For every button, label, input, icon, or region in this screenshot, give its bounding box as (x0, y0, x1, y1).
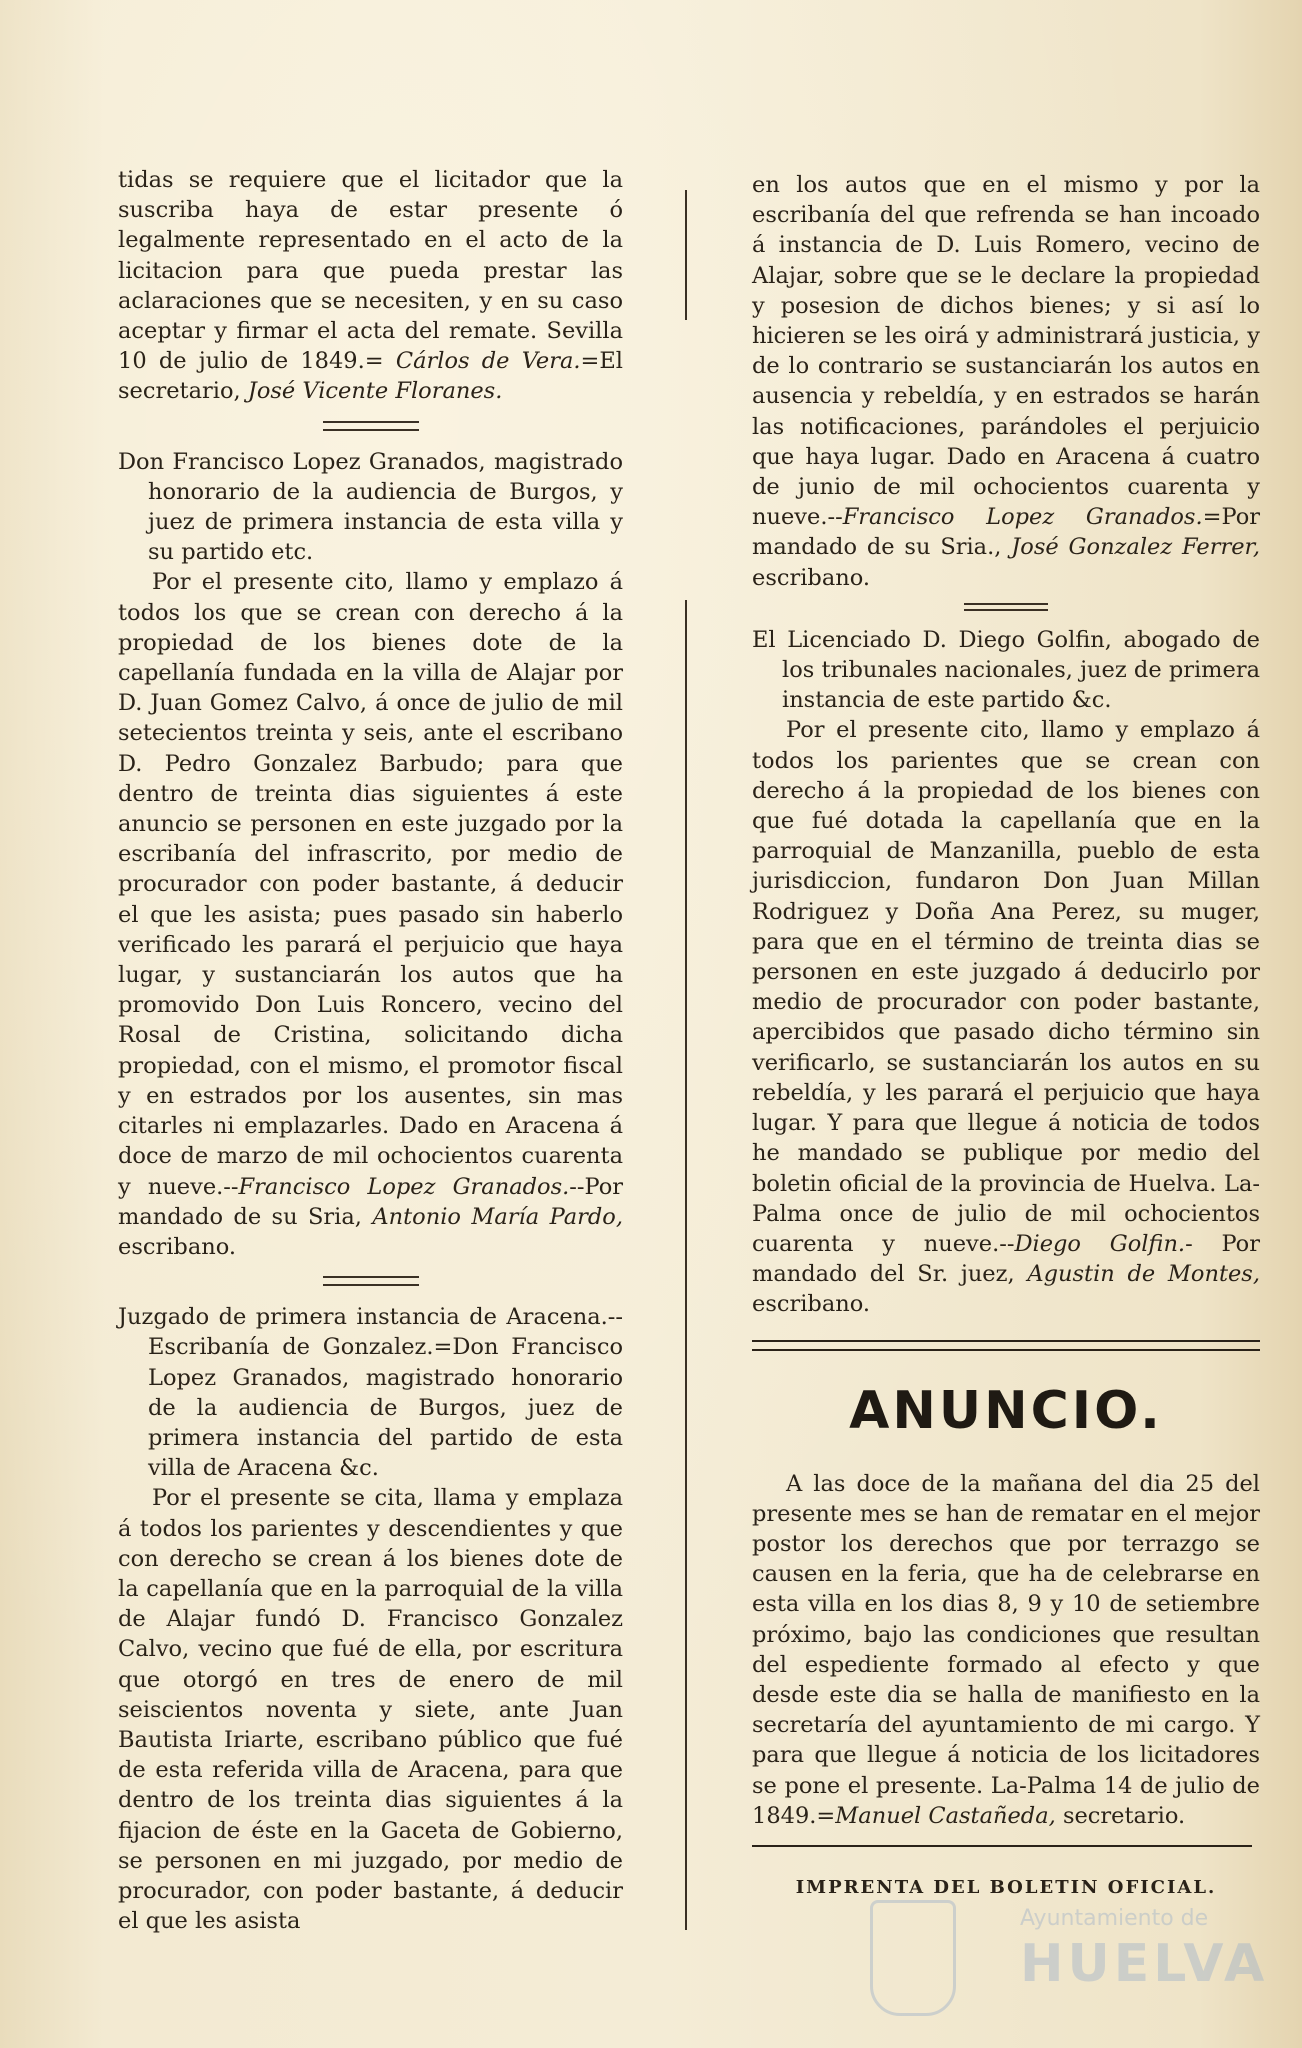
signature-francisco-lopez-granados: Francisco Lopez Granados. (238, 1173, 570, 1200)
auction-conditions-paragraph: tidas se requiere que el licitador que la suscriba haya de estar presente ó legalmente representado en el acto de la licitacion para que pueda prestar las aclaraciones que se necesiten, y en su caso aceptar y firmar el acta del remate. Sevilla 10 de julio de 1849.= Cárlos de Vera.=El secretario, José Vicente Floranes. (118, 167, 623, 405)
signature-diego-golfin: Diego Golfin. (1014, 1230, 1186, 1257)
edict-body-manzanilla: Por el presente cito, llamo y emplazo á todos los parientes que se crean con derecho á la propiedad de los bienes con que fué dotada la capellanía que en la parroquial de Manzanilla, pueblo de esta jurisdiccion, fundaron Don Juan Millan Rodriguez y Doña Ana Perez, su muger, para que en el término de treinta dias se personen en este juzgado á deducirlo por medio de procurador con poder bastante, apercibidos que pasado dicho término sin verificarlo, se sustanciarán los autos en su rebeldía, y les parará el perjuicio que haya lugar. Y para que llegue á noticia de todos he mandado se publique por medio del boletin oficial de la provincia de Huelva. La-Palma once de julio de mil ochocientos cuarenta y nueve.--Diego Golfin.- Por mandado del Sr. juez, Agustin de Montes, escribano. (752, 717, 1260, 1318)
anuncio-body: A las doce de la mañana del dia 25 del presente mes se han de rematar en el mejor postor los derechos que por terrazgo se causen en la feria, que ha de celebrarse en esta villa en los dias 8, 9 y 10 de setiembre próximo, bajo las condiciones que resultan del espediente formado al efecto y que desde este dia se halla de manifiesto en la secretaría del ayuntamiento de mi cargo. Y para que llegue á noticia de los licitadores se pone el presente. La-Palma 14 de julio de 1849.=Manuel Castañeda, secretario. (752, 1470, 1260, 1829)
watermark-line1: Ayuntamiento de (1020, 1906, 1209, 1931)
edict-body-gonzalez-calvo: Por el presente se cita, llama y emplaza á todos los parientes y descendientes y que con derecho se crean á los bienes dote de la capellanía que en la parroquial de la villa de Alajar fundó D. Francisco Gonzalez Calvo, vecino que fué de ella, por escritura que otorgó en tres de enero de mil seiscientos noventa y siete, ante Juan Bautista Iriarte, escribano público que fué de esta referida villa de Aracena, para que dentro de los treinta dias siguientes á la fijacion de éste en la Gaceta de Gobierno, se personen en mi juzgado, por medio de procurador, con poder bastante, á deducir el que les asista (118, 1485, 623, 1935)
signature-antonio-maria-pardo: Antonio María Pardo, (372, 1203, 623, 1230)
anuncio-title: ANUNCIO. (849, 1380, 1163, 1441)
signature-jose-vicente-floranes: José Vicente Floranes. (247, 378, 503, 405)
ayuntamiento-huelva-watermark (870, 1890, 1269, 2030)
section-separator (323, 421, 419, 431)
coat-of-arms-icon (870, 1900, 956, 2016)
section-separator (323, 1276, 419, 1286)
edict-continuation-paragraph: en los autos que en el mismo y por la escribanía del que refrenda se han incoado á instancia de D. Luis Romero, vecino de Alajar, sobre que se le declare la propiedad y posesion de dichos bienes; y si así lo hicieren se les oirá y administrará justicia, y de lo contrario se sustanciarán los autos en ausencia y rebeldía, y en estrados se harán las notificaciones, parándoles el perjuicio que haya lugar. Dado en Aracena á cuatro de junio de mil ochocientos cuarenta y nueve.--Francisco Lopez Granados.=Por mandado de su Sria., José Gonzalez Ferrer, escribano. (752, 172, 1260, 591)
signature-carlos-de-vera: Cárlos de Vera. (395, 348, 581, 375)
edict-body-capellania-alajar: Por el presente cito, llamo y emplazo á todos los que se crean con derecho á la propiedad de los bienes dote de la capellanía fundada en la villa de Alajar por D. Juan Gomez Calvo, á once de julio de mil setecientos treinta y seis, ante el escribano D. Pedro Gonzalez Barbudo; para que dentro de treinta dias siguientes á este anuncio se personen en este juzgado por la escribanía del infrascrito, por medio de procurador con poder bastante, á deducir el que les asista; pues pasado sin haberlo verificado les parará el perjuicio que haya lugar, y sustanciarán los autos que ha promovido Don Luis Roncero, vecino del Rosal de Cristina, solicitando dicha propiedad, con el mismo, el promotor fiscal y en estrados por los ausentes, sin mas citarles ni emplazarles. Dado en Aracena á doce de marzo de mil ochocientos cuarenta y nueve.--Francisco Lopez Granados.--Por mandado de su Sria, Antonio María Pardo, escribano. (118, 569, 624, 1260)
column-divider (685, 600, 687, 1930)
signature-francisco-lopez-granados-2: Francisco Lopez Granados. (842, 504, 1203, 531)
printer-imprint: IMPRENTA DEL BOLETIN OFICIAL. (795, 1876, 1217, 1898)
edict-heading-lopez-granados: Don Francisco Lopez Granados, magistrado honorario de la audiencia de Burgos, y juez de primera instancia de esta villa y su partido etc. (118, 448, 623, 566)
signature-agustin-de-montes: Agustin de Montes, (1027, 1261, 1260, 1288)
signature-manuel-castaneda: Manuel Castañeda, (835, 1802, 1056, 1829)
anuncio-top-rule (752, 1340, 1260, 1351)
left-column (118, 165, 623, 1936)
section-separator (964, 603, 1048, 611)
column-divider-top (685, 190, 687, 320)
imprenta-rule (752, 1845, 1252, 1847)
watermark-line2: HUELVA (1020, 1934, 1269, 1994)
edict-heading-diego-golfin: El Licenciado D. Diego Golfin, abogado de los tribunales nacionales, juez de primera instancia de este partido &c. (752, 626, 1260, 714)
right-column (752, 170, 1260, 1903)
edict-heading-juzgado-aracena: Juzgado de primera instancia de Aracena.--Escribanía de Gonzalez.=Don Francisco Lopez Granados, magistrado honorario de la audiencia de Burgos, juez de primera instancia del partido de esta villa de Aracena &c. (118, 1304, 623, 1482)
signature-jose-gonzalez-ferrer: José Gonzalez Ferrer, (1011, 534, 1260, 561)
